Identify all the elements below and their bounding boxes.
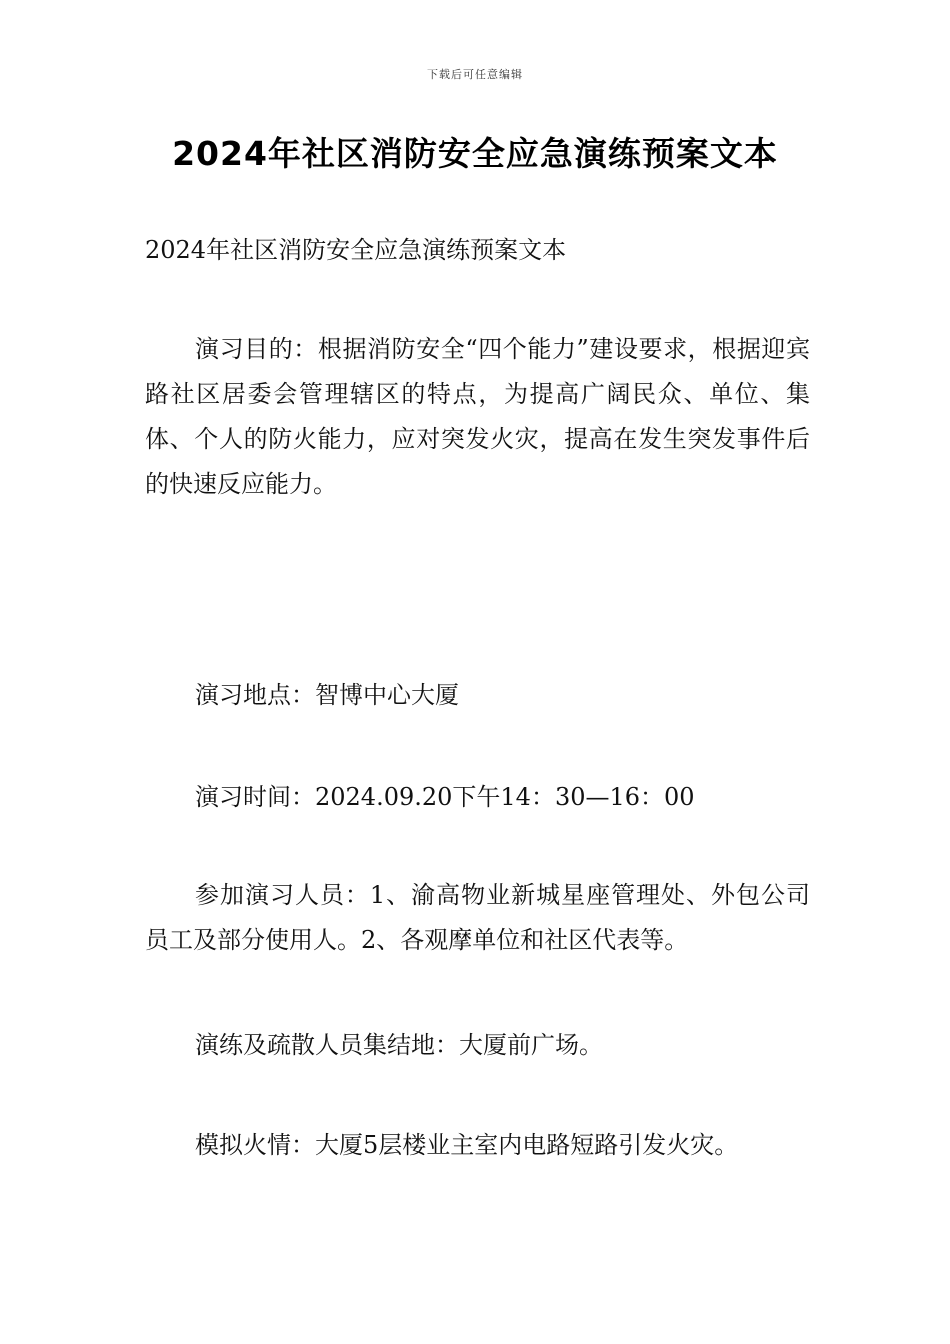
paragraph-participants: 参加演习人员：1、渝高物业新城星座管理处、外包公司员工及部分使用人。2、各观摩单位和社区代表等。 bbox=[145, 881, 810, 954]
document-subtitle: 2024年社区消防安全应急演练预案文本 bbox=[145, 236, 567, 264]
paragraph-simulated-fire: 模拟火情：大厦5层楼业主室内电路短路引发火灾。 bbox=[195, 1131, 739, 1159]
document-title: 2024年社区消防安全应急演练预案文本 bbox=[172, 134, 778, 173]
paragraph-purpose: 演习目的：根据消防安全“四个能力”建设要求，根据迎宾路社区居委会管理辖区的特点，为提高广阔民众、单位、集体、个人的防火能力，应对突发火灾，提高在发生突发事件后的快速反应能力。 bbox=[145, 335, 810, 498]
header-note: 下载后可任意编辑 bbox=[427, 68, 523, 81]
paragraph-location: 演习地点：智博中心大厦 bbox=[195, 681, 459, 709]
paragraph-assembly-point: 演练及疏散人员集结地：大厦前广场。 bbox=[195, 1031, 603, 1059]
paragraph-time: 演习时间：2024.09.20下午14：30—16：00 bbox=[195, 783, 695, 811]
